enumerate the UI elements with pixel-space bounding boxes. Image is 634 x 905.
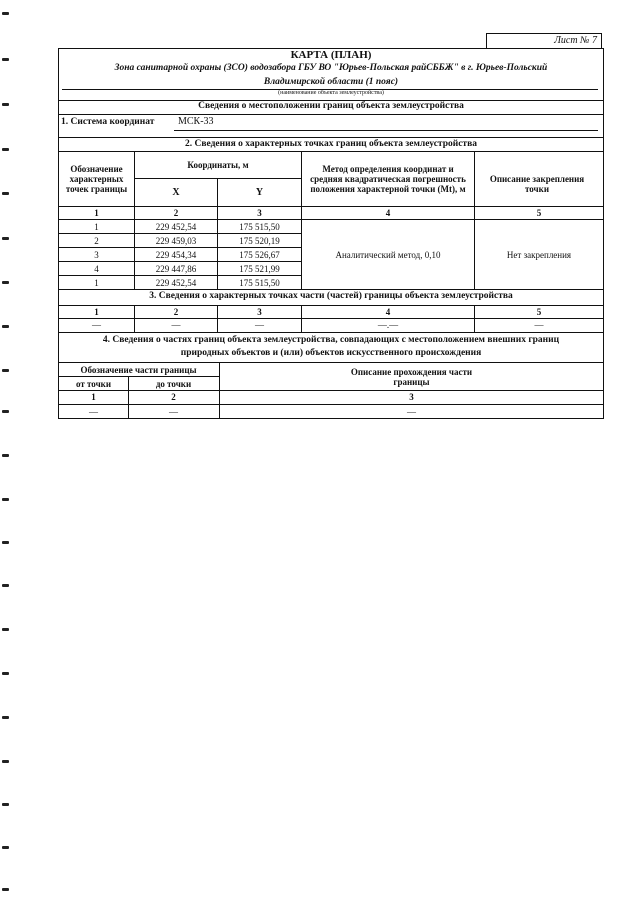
section4-title-line1: 4. Сведения о частях границ объекта землеустройства, совпадающих с местоположением внешних границ [102,335,560,345]
col-line [217,178,218,289]
sheet-label: Лист № 7 [554,35,597,46]
col-number: 2 [173,307,179,317]
section2-title: 2. Сведения о характерных точках границ объекта землеустройства [185,139,477,149]
col-number: 3 [257,208,262,218]
col-line [301,151,302,289]
col-line [301,305,302,332]
col-number: 1 [94,307,99,317]
point-x: 229 447,86 [155,263,197,274]
coord-system-underline [174,130,598,131]
scan-mark [2,541,9,544]
section3-cell: — [171,320,181,330]
scan-mark [2,192,9,195]
scan-mark [2,325,9,328]
header-y: Y [255,186,264,198]
point-y: 175 526,67 [239,249,280,260]
divider [58,137,604,138]
header-designation: Обозначение характерных точек границы [65,164,128,194]
scan-mark [2,888,9,891]
col-number: 1 [91,392,96,402]
point-x: 229 452,54 [155,221,197,232]
point-y: 175 515,50 [239,221,280,232]
scan-mark [2,281,9,284]
col-line [474,151,475,289]
method-value: Аналитический метод, 0,10 [335,249,441,260]
header-passage: Описание прохождения части границы [350,366,473,387]
row-line [58,275,302,276]
sheet-label-box [486,33,602,49]
scan-mark [2,716,9,719]
section4-cell: — [169,406,178,417]
header-method: Метод определения координат и средняя квадратическая погрешность положения характерной точки (Mt), м [310,164,466,194]
col-number: 2 [173,208,179,218]
header-description: Описание закрепления точки [489,174,585,194]
col-number: 4 [385,307,391,317]
col-line [217,305,218,332]
scan-mark [2,12,9,15]
section4-title-line2: природных объектов и (или) объектов искусственного происхождения [180,348,482,358]
section3-cell: —.— [377,320,399,330]
scan-mark [2,803,9,806]
col-line [219,362,220,419]
header-to: до точки [155,378,192,389]
divider [58,289,604,290]
scan-mark [2,454,9,457]
point-id: 1 [94,221,99,232]
col-line [128,376,129,419]
col-line [474,305,475,332]
point-x: 229 452,54 [155,277,197,288]
point-x: 229 459,03 [155,235,197,246]
scan-mark [2,584,9,587]
point-x: 229 454,34 [155,249,197,260]
scan-mark [2,846,9,849]
object-name-line2: Владимирской области (1 пояс) [263,77,399,87]
col-number: 4 [385,208,391,218]
row-line [58,247,302,248]
divider [58,114,604,115]
scan-mark [2,760,9,763]
col-number: 5 [536,208,542,218]
point-y: 175 515,50 [239,277,280,288]
col-number: 3 [409,392,414,402]
col-line [134,305,135,332]
section4-cell: — [407,406,416,417]
scan-mark [2,369,9,372]
point-id: 3 [94,249,99,260]
col-number: 5 [536,307,542,317]
description-value: Нет закрепления [506,249,572,260]
col-number: 1 [94,208,99,218]
object-caption: (наименование объекта землеустройства) [278,90,384,96]
scan-mark [2,672,9,675]
page-title: КАРТА (ПЛАН) [290,49,372,61]
header-part: Обозначение части границы [80,364,197,375]
scan-mark [2,628,9,631]
scan-mark [2,410,9,413]
row-line [58,261,302,262]
coord-system-value: МСК-33 [178,116,214,127]
section3-cell: — [255,320,264,330]
point-y: 175 521,99 [239,263,280,274]
point-y: 175 520,19 [239,235,280,246]
section3-cell: — [534,320,544,330]
col-line [134,151,135,289]
divider [58,332,604,333]
header-x: X [172,186,180,198]
divider [135,178,302,179]
col-number: 2 [171,392,176,402]
point-id: 2 [94,235,99,246]
scan-mark [2,103,9,106]
row-line [58,233,302,234]
section-location-title: Сведения о местоположении границ объекта землеустройства [198,101,464,111]
section3-title: 3. Сведения о характерных точках части (частей) границы объекта землеустройства [149,291,513,301]
object-name-line1: Зона санитарной охраны (ЗСО) водозабора ГБУ ВО "Юрьев-Польская райСББЖ" в г. Юрьев-Польский [114,63,548,73]
scan-mark [2,148,9,151]
point-id: 1 [94,277,99,288]
header-coordinates: Координаты, м [187,160,249,170]
scan-mark [2,58,9,61]
col-number: 3 [257,307,262,317]
point-id: 4 [94,263,99,274]
section3-cell: — [92,320,101,330]
scan-mark [2,498,9,501]
coord-system-label: 1. Система координат [61,117,155,127]
scan-mark [2,237,9,240]
header-from: от точки [75,378,112,389]
section4-cell: — [89,406,98,417]
